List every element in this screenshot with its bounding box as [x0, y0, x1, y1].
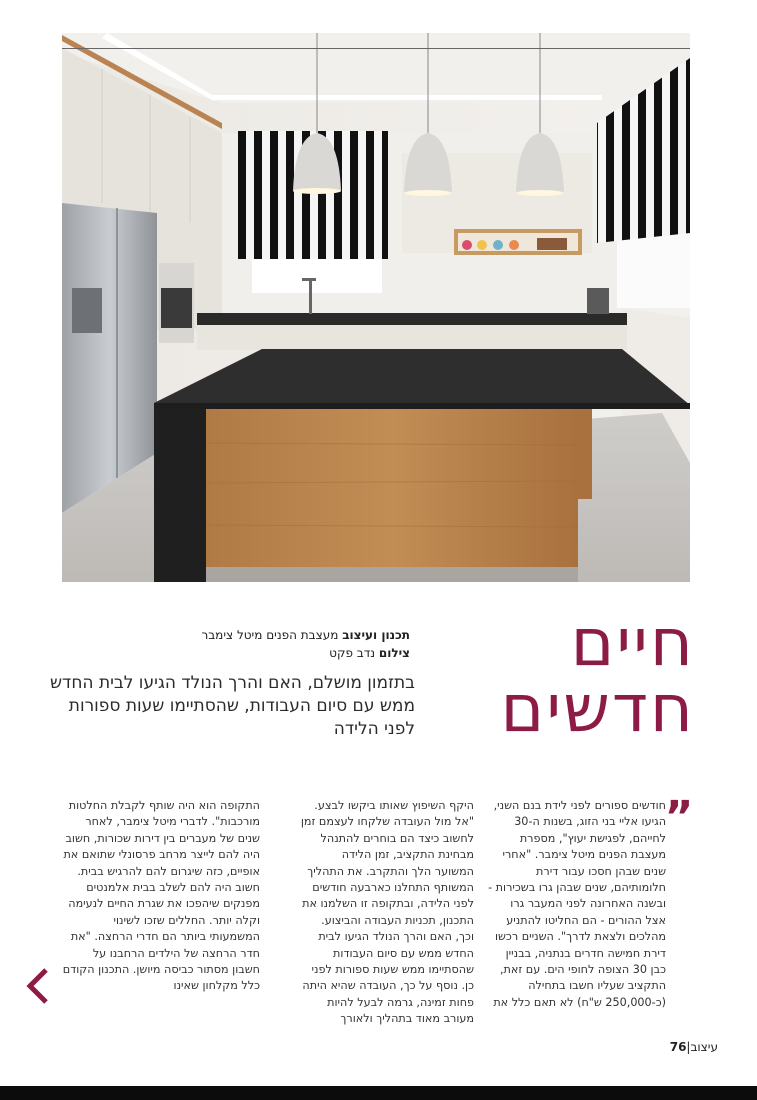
body-column-right: [488, 798, 666, 1011]
footer-separator: |: [686, 1040, 691, 1054]
headline-line-2: חדשים: [500, 670, 695, 747]
credits: [120, 626, 410, 662]
credit-photo: [120, 644, 410, 662]
credit-photo-label: צילום: [378, 646, 410, 660]
section-divider: [62, 48, 690, 49]
credit-design-value: מעצבת הפנים מיטל צימבר: [201, 628, 339, 642]
body-text-right: חודשים ספורים לפני לידת בנם השני, הגיעו אליי בני הזוג, בשנות ה-30 לחייהם, לפגישת יעוץ", מספרת מעצבת הפנים מיטל צימבר. "אחרי שנים שבהן חסכו עבור דירת חלומותיהם, שנים שבהן גרו בשכירות - ובשנה האחרונה לפני המעבר גרו אצל ההורים - הם החליטו להתניע מהלכים ולצאת לדרך". השניים רכשו דירת חמישה חדרים בנתניה, בבניין כבן 30 הצופה לחופי הים. עם זאת, התקציב שעליו חשבו בתחילה (כ-250,000 ש"ח) לא תאם כלל את: [488, 799, 666, 1009]
body-column-middle: [300, 798, 474, 1028]
chevron-left-icon[interactable]: [24, 966, 54, 1006]
body-column-left: [62, 798, 260, 995]
page-number: 76: [669, 1040, 687, 1054]
headline-line-1: חיים: [570, 604, 695, 681]
body-text-middle: היקף השיפוץ שאותו ביקשו לבצע. "אל מול העובדה שלקחו לעצמם זמן לחשוב כיצד הם בוחרים להתנהל מבחינת התקציב, זמן הלידה המשוער הלך והתקרב. את התהליך המשותף התחלנו כארבעה חודשים לפני הלידה, ובתקופה זו השלמנו את התכנון, תכניות העבודה והביצוע. וכך, האם והרך הנולד הגיעו לבית החדש ממש עם סיום העבודות שהסתיימו ממש שעות ספורות לפני כן. נוסף על כך, העובדה שהיא היתה פחות זמינה, גרמה לבעל להיות מעורב מאוד בתהליך ולאורך: [300, 799, 474, 1026]
bottom-bar: [0, 1086, 757, 1100]
subheadline: בתזמון מושלם, האם והרך הנולד הגיעו לבית החדש ממש עם סיום העבודות, שהסתיימו שעות ספורות לפני הלידה: [50, 673, 415, 739]
quote-mark-icon: ”: [664, 792, 694, 843]
headline-title: [400, 604, 695, 747]
kitchen-photo: [62, 33, 690, 582]
footer-section-name: עיצוב: [690, 1040, 718, 1054]
body-text-left: התקופה הוא היה שותף לקבלת החלטות מורכבות". לדברי מיטל צימבר, לאחר שנים של מעברים בין דירות שכורות, חשוב היה להם לייצר מרחב פרסונלי שתואם את אופיים, כזה שיגרום להם להרגיש בבית. חשוב היה להם לשלב בבית אלמנטים מפנקים שיהפכו את שגרת החיים לנעימה וקלה יותר. החללים שזכו לשינוי המשמעותי ביותר הם חדרי הרחצה. "את חדר הרחצה של הילדים הרחבנו על חשבון מסתור כביסה מיושן. התכנון הקודם כלל מקלחון שאינו: [62, 799, 260, 993]
credit-design: [120, 626, 410, 644]
credit-design-label: תכנון ועיצוב: [342, 628, 410, 642]
page-footer: [560, 1040, 718, 1054]
credit-photo-value: נדב פקט: [329, 646, 376, 660]
